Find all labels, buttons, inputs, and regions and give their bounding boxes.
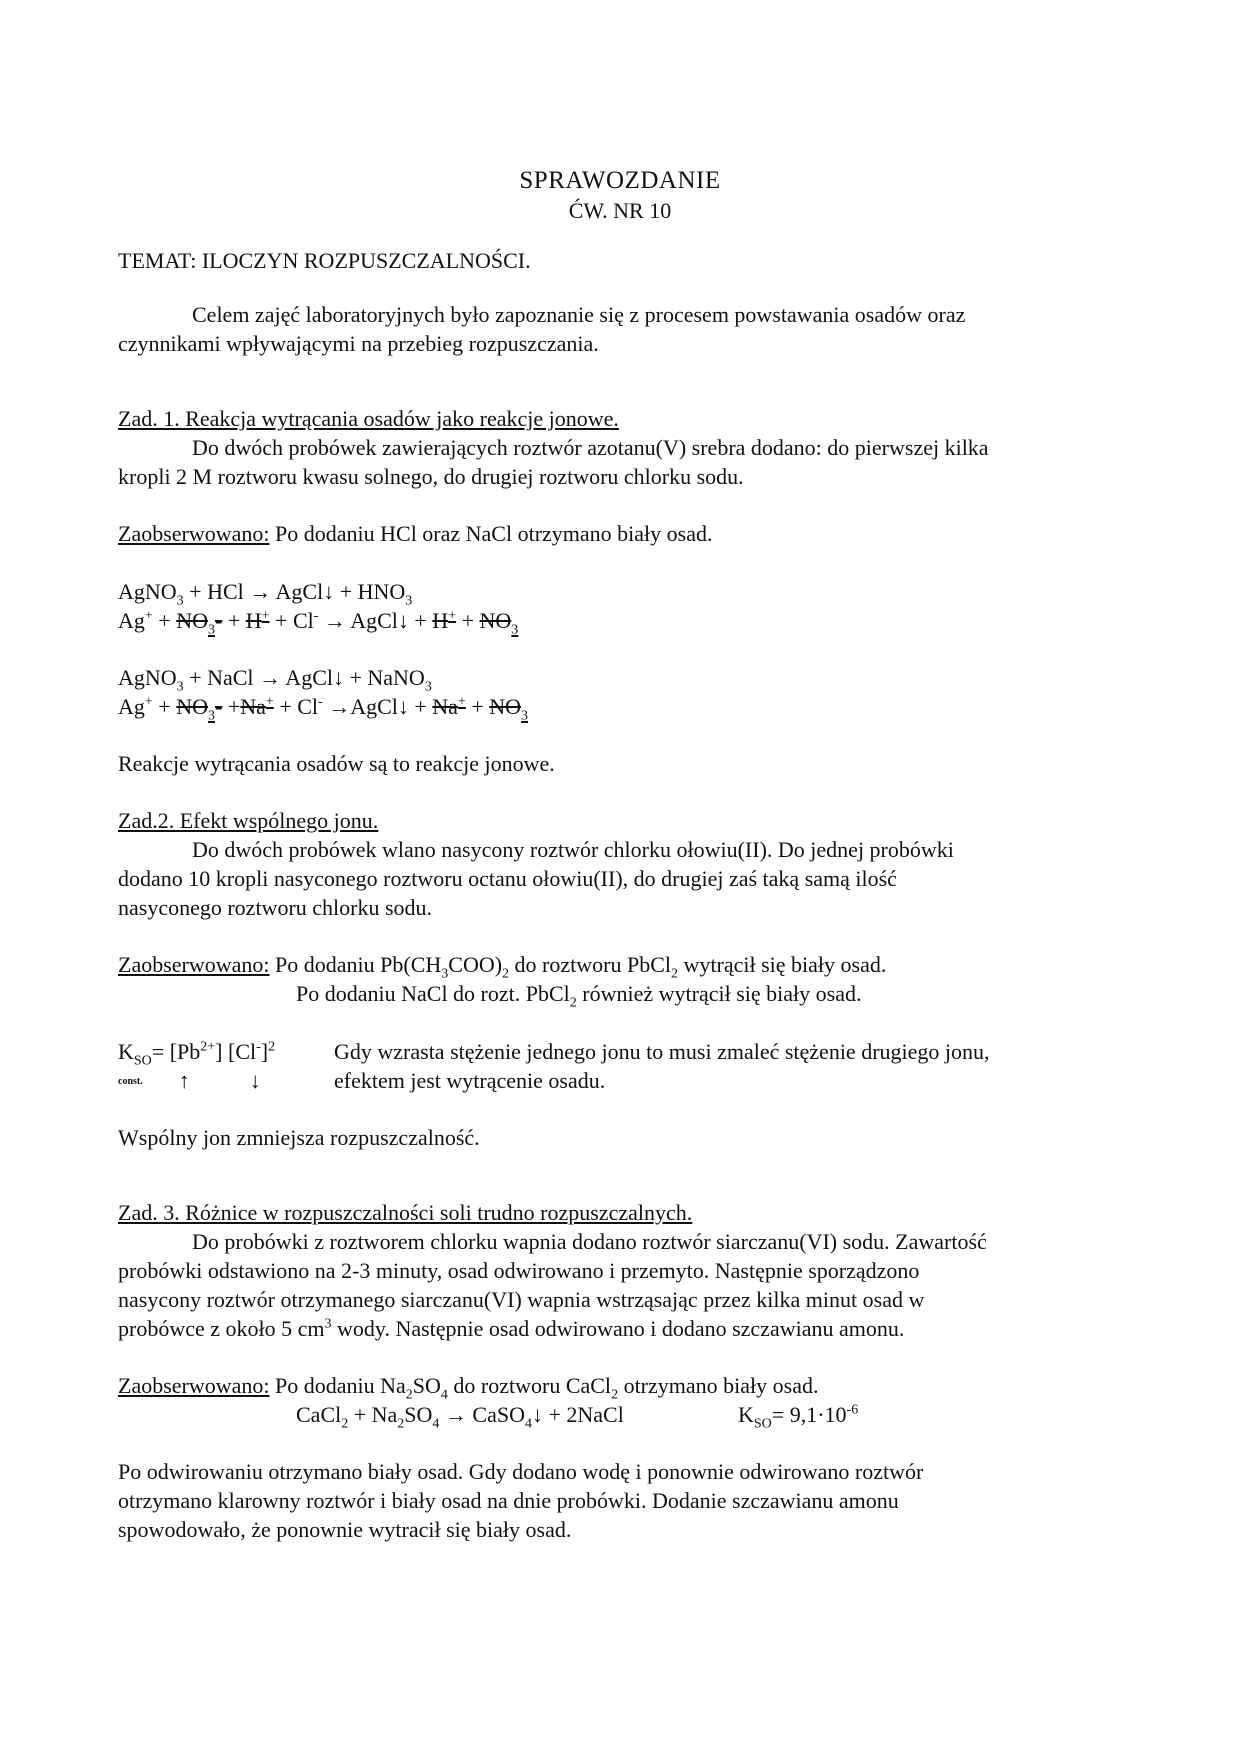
zad3-observation: Zaobserwowano: Po dodaniu $Na_2SO_4$ do roztworu CaCl$_2$ otrzymano biały osad. (118, 1373, 819, 1403)
topic-line: TEMAT: ILOCZYN ROZPUSZCZALNOŚCI. (118, 248, 531, 273)
zad3-line-2: probówki odstawiono na 2-3 minuty, osad odwirowano i przemyto. Następnie sporządzono (118, 1258, 920, 1283)
zad3-line-4: probówce z około 5 $cm^3$ wody. Następnie osad odwirowano i dodano szczawianu amonu. (118, 1316, 905, 1341)
ionic-equation-agno3-nacl: $Ag^+ + NO_3- +Na^+ + Cl^-$ →AgCl↓ + $Na^+ + NO_3$ (118, 694, 529, 724)
intro-line-2: czynnikami wpływającymi na przebieg rozpuszczania. (118, 331, 599, 356)
const-label: const. (118, 1076, 143, 1087)
observed-label: Zaobserwowano: (118, 952, 270, 977)
zad3-result-2: otrzymano klarowny roztwór i biały osad na dnie probówki. Dodanie szczawianu amonu (118, 1488, 899, 1513)
zad1-line-1: Do dwóch probówek zawierających roztwór azotanu(V) srebra dodano: do pierwszej kilka (192, 435, 989, 460)
observed-label: Zaobserwowano: (118, 521, 270, 546)
observed-label: Zaobserwowano: (118, 1373, 270, 1398)
zad3-result-1: Po odwirowaniu otrzymano biały osad. Gdy dodano wodę i ponownie odwirowano roztwór (118, 1459, 924, 1484)
ksp-expression: $K_{SO}= [Pb^{2+}]$ $[Cl^-]^2$ (118, 1039, 276, 1069)
common-ion-explanation-2: efektem jest wytrącenie osadu. (334, 1068, 606, 1093)
ionic-equation-agno3-hcl: $Ag^+ + NO_3- + H^+ + Cl^-$ → AgCl↓ + $H^+ + NO_3$ (118, 608, 519, 638)
zad3-line-3: nasycony roztwór otrzymanego siarczanu(VI) wapnia wstrząsając przez kilka minut osad w (118, 1287, 925, 1312)
arrow-down-icon: ↓ (249, 1068, 261, 1093)
zad1-observation: Zaobserwowano: Po dodaniu HCl oraz NaCl otrzymano biały osad. (118, 521, 713, 546)
zad2-line-1: Do dwóch probówek wlano nasycony roztwór chlorku ołowiu(II). Do jednej probówki (192, 837, 954, 862)
document-title: SPRAWOZDANIE (519, 167, 721, 194)
zad3-heading: Zad. 3. Różnice w rozpuszczalności soli trudno rozpuszczalnych. (118, 1200, 693, 1225)
zad2-line-2: dodano 10 kropli nasyconego roztworu octanu ołowiu(II), do drugiej zaś taką samą ilość (118, 866, 897, 891)
ksp-value: $K_{SO}= 9,1\cdot 10^{-6}$ (738, 1402, 859, 1432)
zad1-line-2: kropli 2 M roztworu kwasu solnego, do drugiej roztworu chlorku sodu. (118, 464, 744, 489)
zad1-heading: Zad. 1. Reakcja wytrącania osadów jako reakcje jonowe. (118, 406, 619, 431)
zad2-heading: Zad.2. Efekt wspólnego jonu. (118, 808, 379, 833)
intro-line-1: Celem zajęć laboratoryjnych było zapoznanie się z procesem powstawania osadów oraz (192, 302, 966, 327)
zad2-conclusion: Wspólny jon zmniejsza rozpuszczalność. (118, 1125, 480, 1150)
common-ion-explanation-1: Gdy wzrasta stężenie jednego jonu to musi zmaleć stężenie drugiego jonu, (334, 1039, 990, 1064)
zad2-observation-2: Po dodaniu NaCl do rozt. PbCl$_2$ również wytrącił się biały osad. (296, 981, 862, 1011)
equation-agno3-nacl: AgNO$_3$ + NaCl → AgCl↓ + NaNO$_3$ (118, 665, 432, 695)
arrow-up-icon: ↑ (178, 1068, 190, 1093)
zad3-line-1: Do probówki z roztworem chlorku wapnia dodano roztwór siarczanu(VI) sodu. Zawartość (192, 1229, 987, 1254)
zad3-result-3: spowodowało, że ponownie wytracił się biały osad. (118, 1517, 572, 1542)
exercise-number: ĆW. NR 10 (568, 198, 672, 223)
zad1-conclusion: Reakcje wytrącania osadów są to reakcje jonowe. (118, 751, 555, 776)
zad2-observation-1: Zaobserwowano: Po dodaniu $Pb(CH_3COO)_2$ do roztworu PbCl$_2$ wytrącił się biały osad. (118, 952, 887, 982)
zad2-line-3: nasyconego roztworu chlorku sodu. (118, 895, 433, 920)
equation-agno3-hcl: AgNO$_3$ + HCl → AgCl↓ + $HNO_3$ (118, 579, 413, 609)
equation-cacl2-na2so4: CaCl$_2$ + $Na_2SO_4$ → CaSO$_4$↓ + 2NaCl (296, 1402, 624, 1432)
